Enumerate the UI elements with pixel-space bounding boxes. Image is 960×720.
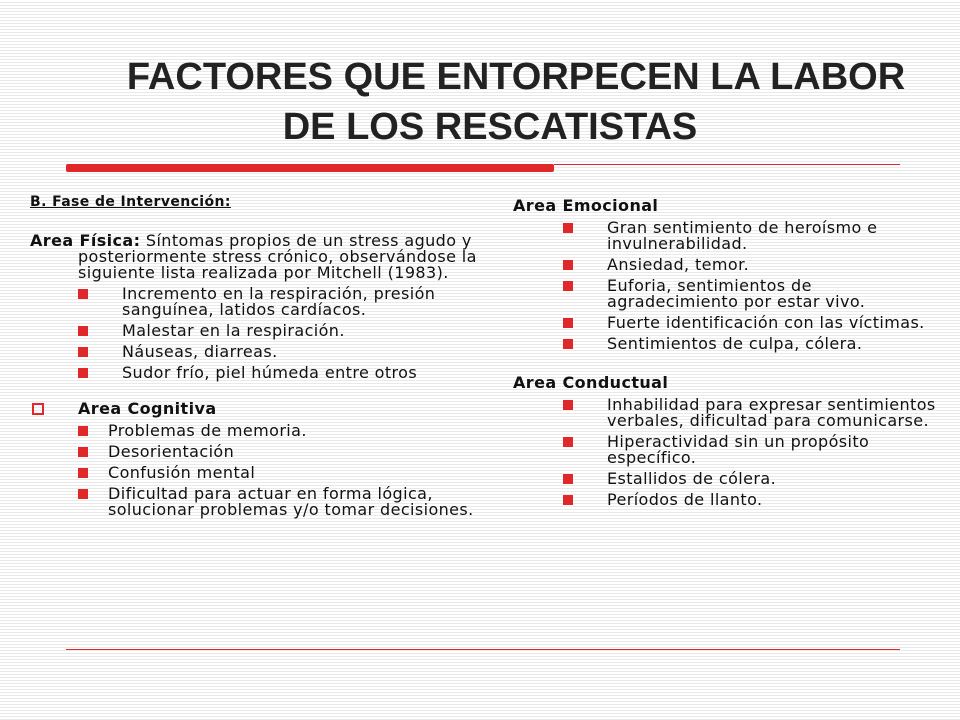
cognitiva-list — [30, 423, 505, 518]
left-column — [30, 194, 505, 523]
emocional-list — [513, 220, 938, 352]
slide-title — [20, 52, 960, 152]
title-line-2: DE LOS RESCATISTAS — [282, 106, 698, 148]
title-underline-thin — [554, 164, 900, 165]
square-bullet-icon — [78, 489, 88, 499]
square-bullet-icon — [563, 474, 573, 484]
area-emocional-heading: Area Emocional — [513, 196, 659, 215]
conductual-list — [513, 397, 938, 508]
area-conductual-heading: Area Conductual — [513, 373, 669, 392]
area-fisica-label: Area Física: — [30, 231, 141, 250]
area-fisica-text: Síntomas propios de un stress agudo y posteriormente stress crónico, observándose la siguiente lista realizada por Mitchell (1983). — [78, 231, 477, 282]
list-item: Desorientación — [30, 444, 505, 460]
square-bullet-icon — [78, 468, 88, 478]
list-item: Gran sentimiento de heroísmo e invulnerabilidad. — [513, 220, 938, 252]
list-item: Sudor frío, piel húmeda entre otros — [30, 365, 505, 381]
square-bullet-icon — [78, 326, 88, 336]
square-bullet-icon — [563, 437, 573, 447]
list-item: Incremento en la respiración, presión sanguínea, latidos cardíacos. — [30, 286, 505, 318]
list-item: Dificultad para actuar en forma lógica, solucionar problemas y/o tomar decisiones. — [30, 486, 505, 518]
phase-subheading: B. Fase de Intervención: — [30, 194, 231, 210]
square-bullet-icon — [78, 426, 88, 436]
square-bullet-icon — [563, 318, 573, 328]
square-bullet-icon — [78, 289, 88, 299]
footer-rule — [66, 649, 900, 650]
hollow-square-bullet-icon — [32, 403, 44, 415]
list-item: Ansiedad, temor. — [513, 257, 938, 273]
square-bullet-icon — [563, 260, 573, 270]
list-item: Sentimientos de culpa, cólera. — [513, 336, 938, 352]
square-bullet-icon — [563, 495, 573, 505]
list-item: Confusión mental — [30, 465, 505, 481]
list-item: Hiperactividad sin un propósito específico. — [513, 434, 938, 466]
square-bullet-icon — [563, 223, 573, 233]
area-cognitiva-heading: Area Cognitiva — [30, 401, 505, 417]
list-item: Malestar en la respiración. — [30, 323, 505, 339]
square-bullet-icon — [78, 447, 88, 457]
square-bullet-icon — [78, 347, 88, 357]
square-bullet-icon — [563, 339, 573, 349]
fisica-list — [30, 286, 505, 381]
list-item: Fuerte identificación con las víctimas. — [513, 315, 938, 331]
list-item: Problemas de memoria. — [30, 423, 505, 439]
area-fisica-paragraph — [30, 233, 505, 281]
square-bullet-icon — [78, 368, 88, 378]
list-item: Estallidos de cólera. — [513, 471, 938, 487]
list-item: Inhabilidad para expresar sentimientos verbales, dificultad para comunicarse. — [513, 397, 938, 429]
title-line-1: FACTORES QUE ENTORPECEN LA LABOR — [126, 56, 906, 98]
title-underline-thick — [66, 164, 554, 172]
list-item: Euforia, sentimientos de agradecimiento por estar vivo. — [513, 278, 938, 310]
list-item: Períodos de llanto. — [513, 492, 938, 508]
list-item: Náuseas, diarreas. — [30, 344, 505, 360]
right-column — [513, 198, 938, 513]
square-bullet-icon — [563, 281, 573, 291]
square-bullet-icon — [563, 400, 573, 410]
